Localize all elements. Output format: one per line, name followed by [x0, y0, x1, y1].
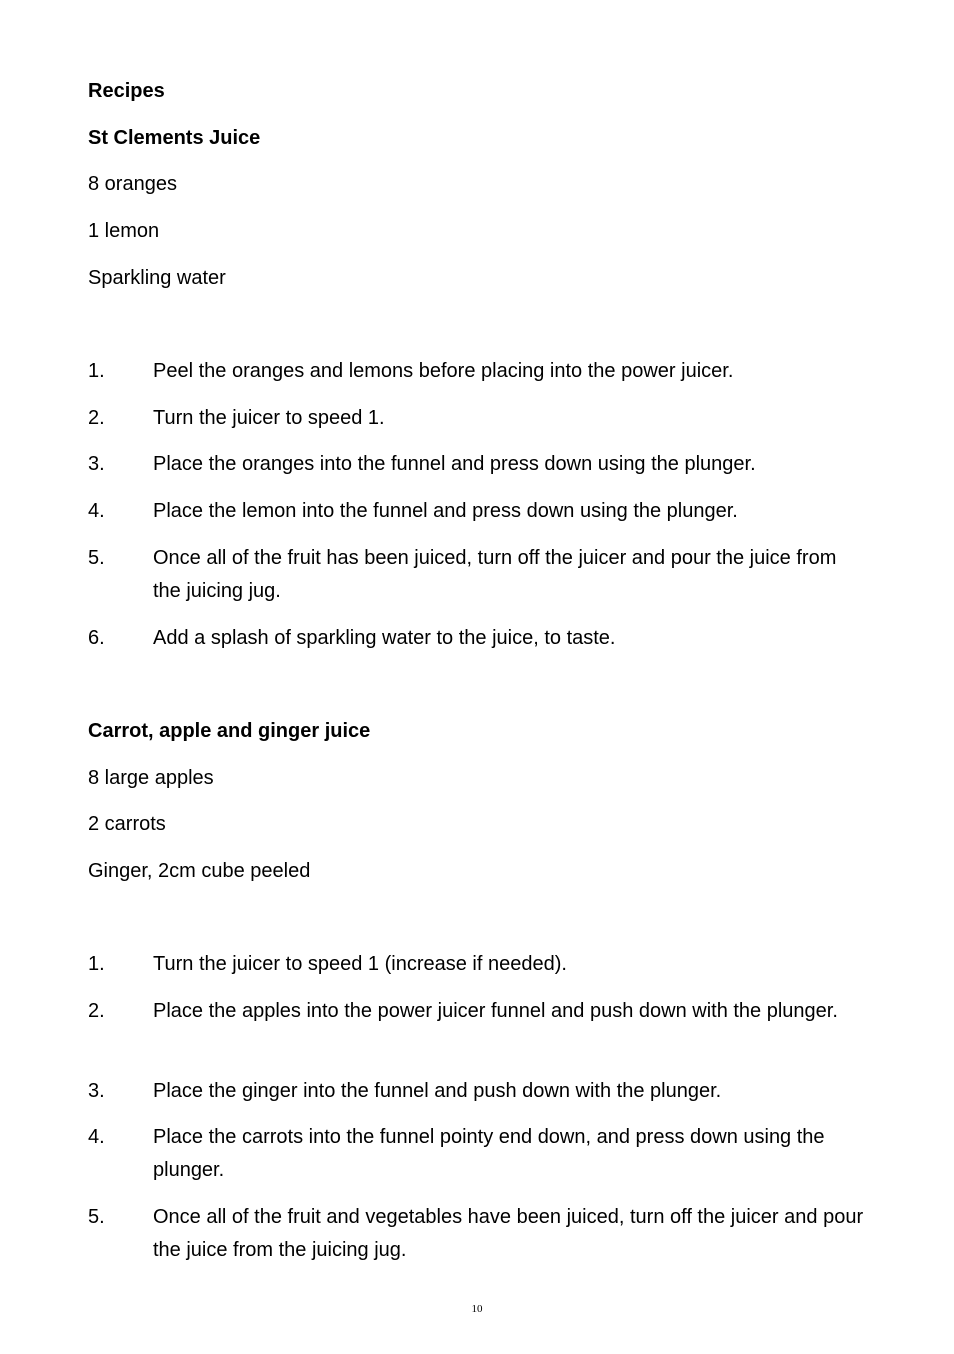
- step-number: 5.: [88, 547, 105, 569]
- ingredient: 8 large apples: [88, 767, 214, 789]
- ingredient: 1 lemon: [88, 220, 160, 242]
- step-number: 6.: [88, 627, 105, 649]
- recipe-step: [88, 495, 868, 528]
- step-text: Place the carrots into the funnel pointy end down, and press down using the plunger.: [153, 1126, 825, 1181]
- step-number: 1.: [88, 953, 105, 975]
- ingredient: Sparkling water: [88, 267, 226, 289]
- step-text: Peel the oranges and lemons before placing into the power juicer.: [153, 360, 734, 382]
- page-number: 10: [471, 1303, 483, 1315]
- step-text: Place the lemon into the funnel and press down using the plunger.: [153, 500, 738, 522]
- step-number: 2.: [88, 407, 105, 429]
- recipe-title: Carrot, apple and ginger juice: [88, 720, 371, 742]
- step-text: Place the ginger into the funnel and push down with the plunger.: [153, 1080, 722, 1102]
- ingredient: Ginger, 2cm cube peeled: [88, 860, 311, 882]
- step-number: 5.: [88, 1206, 105, 1228]
- recipe-step: [88, 542, 868, 608]
- ingredient: 2 carrots: [88, 813, 166, 835]
- step-number: 3.: [88, 1080, 105, 1102]
- step-text: Once all of the fruit and vegetables have been juiced, turn off the juicer and pour the juice from the juicing jug.: [153, 1206, 864, 1261]
- recipe-step: [88, 948, 868, 981]
- step-number: 4.: [88, 500, 105, 522]
- step-text: Once all of the fruit has been juiced, turn off the juicer and pour the juice from the juicing jug.: [153, 547, 837, 602]
- recipe-step: [88, 402, 868, 435]
- recipe-title: St Clements Juice: [88, 127, 261, 149]
- recipe-step: [88, 995, 868, 1028]
- step-number: 2.: [88, 1000, 105, 1022]
- step-text: Add a splash of sparkling water to the juice, to taste.: [153, 627, 616, 649]
- step-text: Turn the juicer to speed 1.: [153, 407, 385, 429]
- step-text: Turn the juicer to speed 1 (increase if needed).: [153, 953, 567, 975]
- step-text: Place the apples into the power juicer funnel and push down with the plunger.: [153, 1000, 838, 1022]
- step-text: Place the oranges into the funnel and press down using the plunger.: [153, 453, 756, 475]
- ingredient: 8 oranges: [88, 173, 177, 195]
- recipe-step: [88, 622, 868, 655]
- recipe-step: [88, 448, 868, 481]
- step-number: 3.: [88, 453, 105, 475]
- recipe-step: [88, 355, 868, 388]
- recipe-step: [88, 1201, 868, 1267]
- recipe-step: [88, 1121, 868, 1187]
- page-heading: Recipes: [88, 80, 165, 102]
- step-number: 1.: [88, 360, 105, 382]
- step-number: 4.: [88, 1126, 105, 1148]
- recipe-step: [88, 1075, 868, 1108]
